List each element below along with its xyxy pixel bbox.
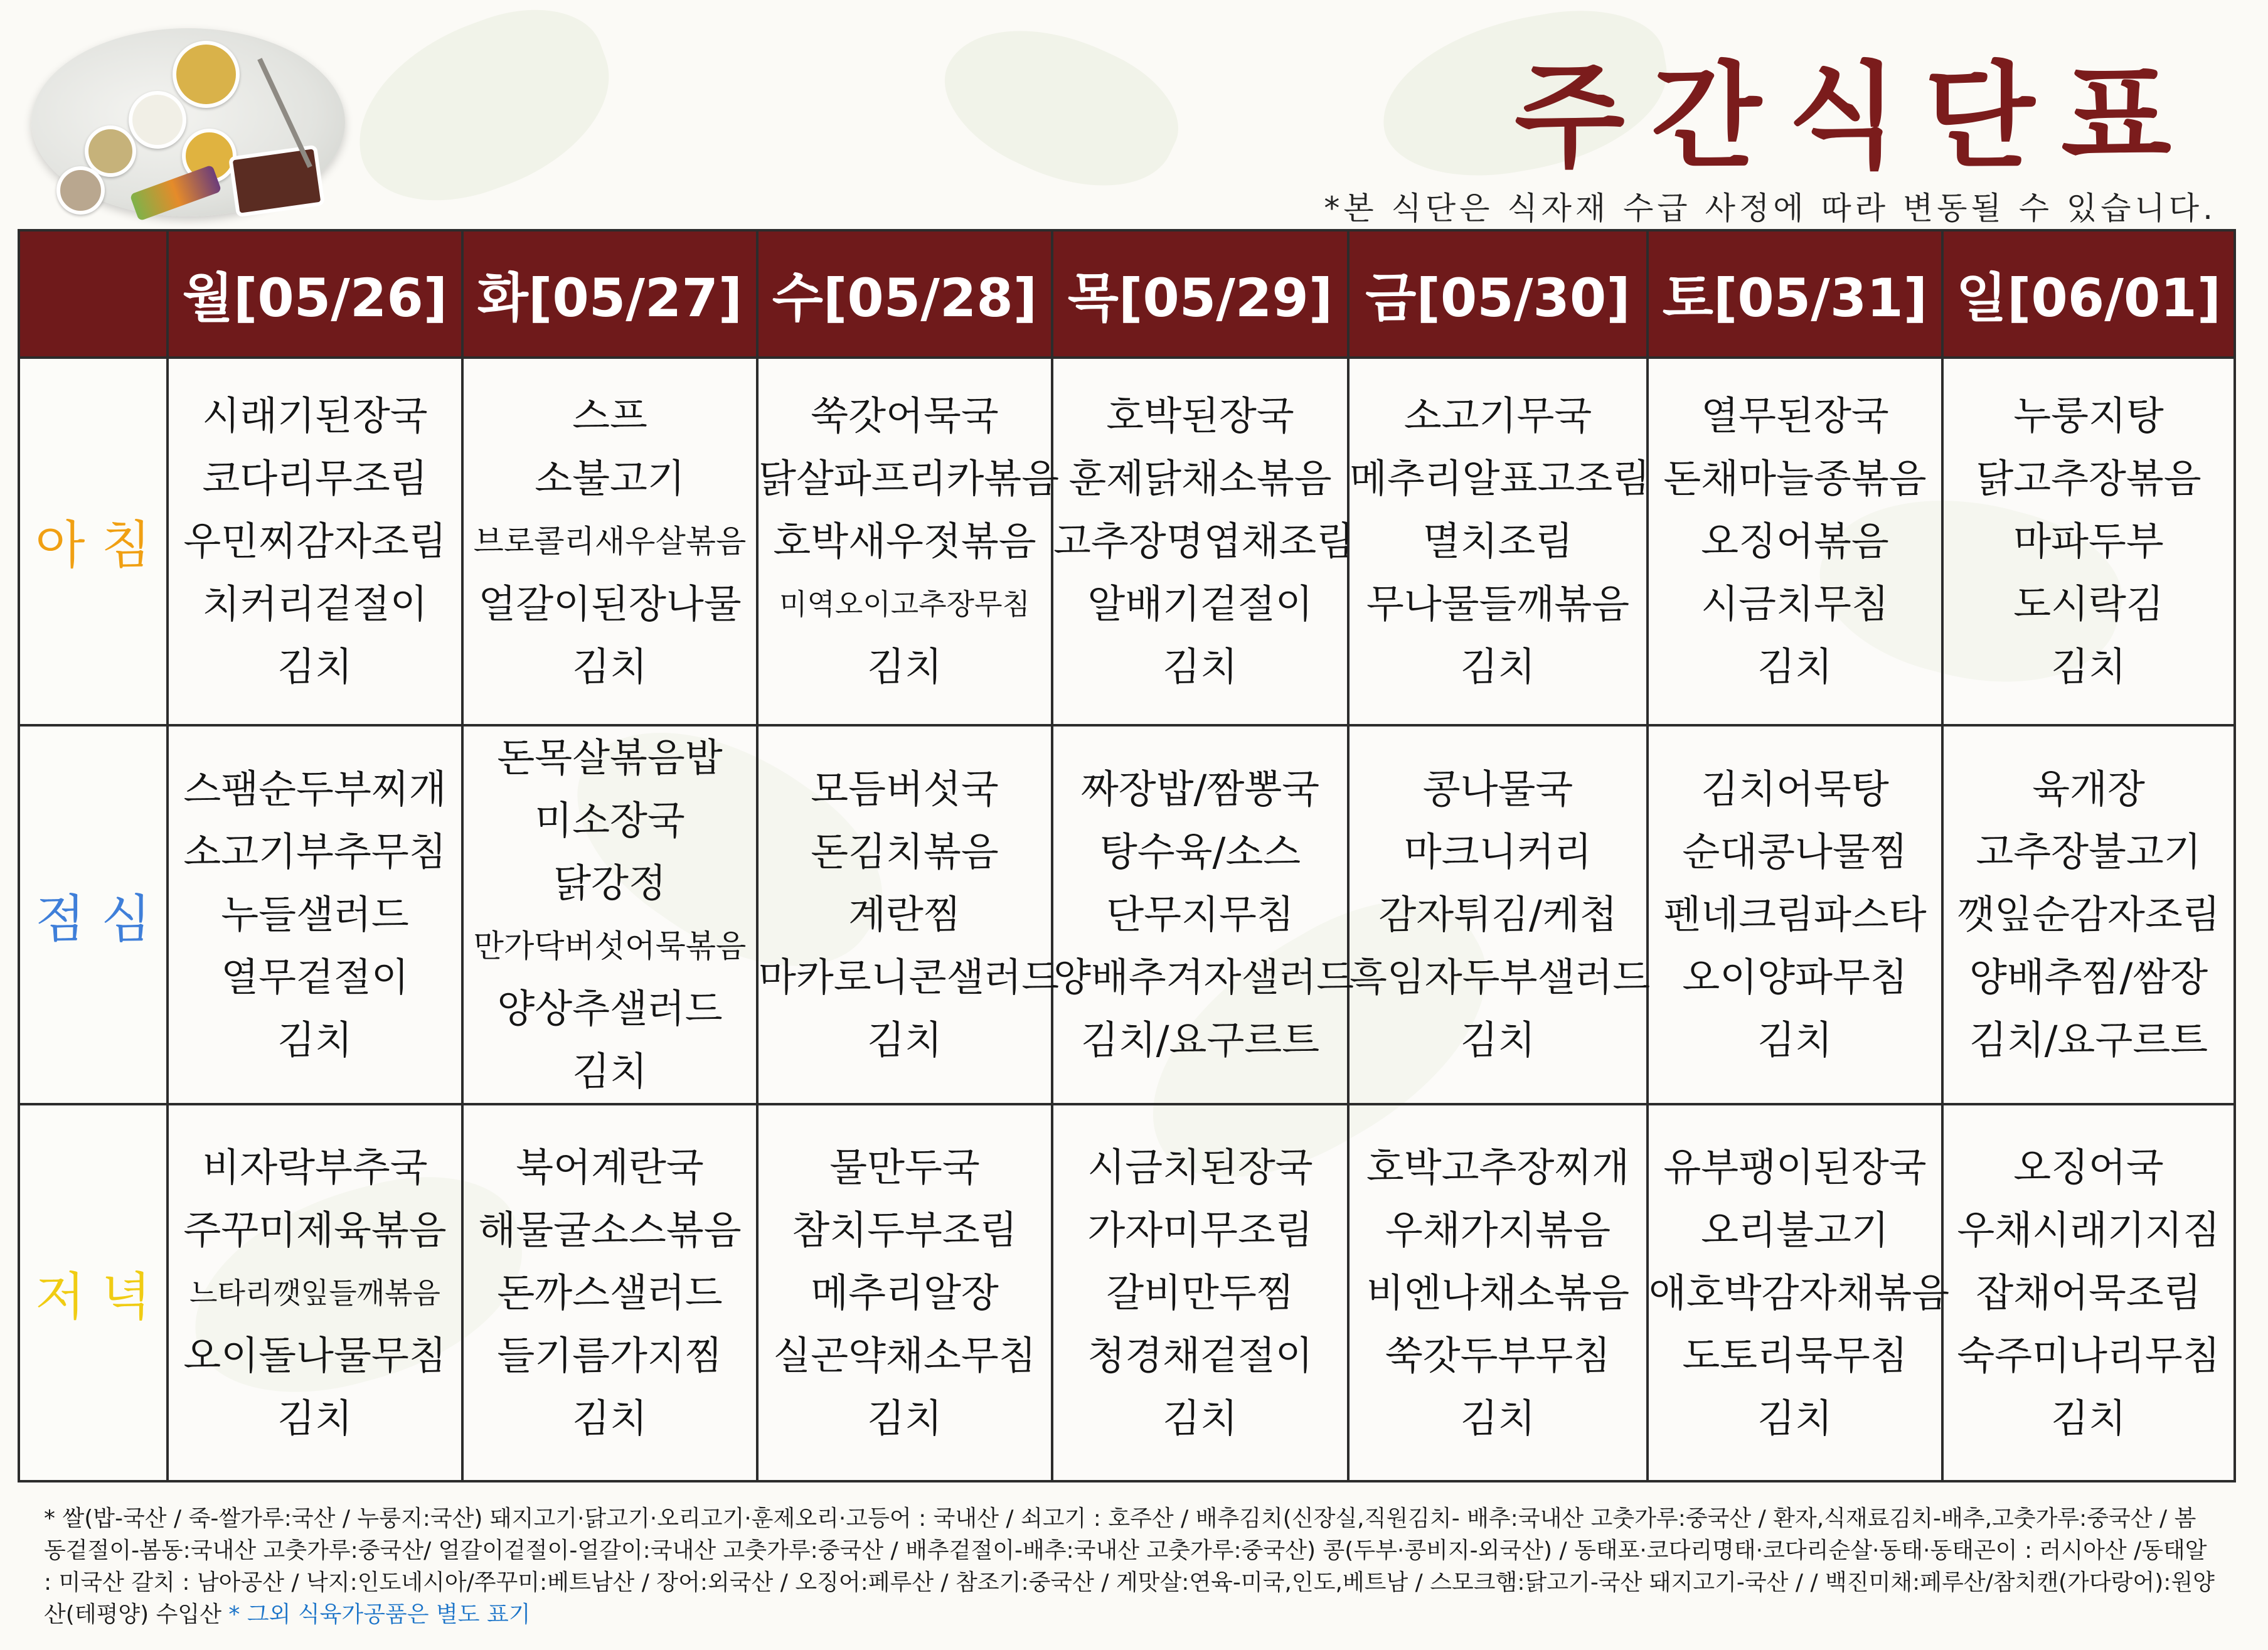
day-header: 토[05/31]: [1648, 230, 1942, 358]
day-header-row: [19, 230, 2235, 358]
menu-item: 스팸순두부찌개: [183, 766, 447, 812]
menu-item: 숙주미나리무침: [1957, 1332, 2220, 1378]
menu-item: 메추리알표고조림: [1350, 455, 1651, 501]
menu-item: 가자미무조림: [1087, 1206, 1313, 1253]
menu-item: 오이양파무침: [1682, 954, 1908, 1001]
menu-item: 돈목살볶음밥: [497, 735, 723, 781]
origin-text: * 쌀(밥-국산 / 죽-쌀가루:국산 / 누룽지:국산) 돼지고기·닭고기·오리고기·훈제오리·고등어 : 국내산 / 쇠고기 : 호주산 / 배추김치(신장실,직원김치- 배추:국내산 고춧가루:중국산 / 환자,식재료김치-배추,고춧가루:중국산 / 봄동겉절이-봄동:국내산 고춧가루:중국산/ 얼갈이겉절이-얼갈이:국내산 고춧가루:중국산 / 배추겉절이-배추:국내산 고춧가루:중국산) 콩(두부·콩비지-외국산) / 동태포·코다리명태·코다리순살·동태·동태곤이 : 러시아산 /동태알 : 미국산 갈치 : 남아공산 / 낙지:인도네시아/쭈꾸미:베트남산 / 장어:외국산 / 오징어:페루산 / 참조기:중국산 / 게맛살:연육-미국,인도,베트남 / 스모크햄:닭고기-국산 돼지고기-국산 / / 백진미채:페루산/참치캔(가다랑어):원양산(테평양) 수입산: [44, 1506, 2215, 1627]
rice-bowl: [129, 91, 186, 149]
menu-item: 호박고추장찌개: [1366, 1144, 1630, 1190]
menu-item: 김치: [572, 1395, 647, 1441]
meal-label-breakfast: 아 침: [19, 358, 168, 725]
menu-item: 김치: [572, 643, 647, 689]
menu-item: 순대콩나물찜: [1682, 829, 1908, 875]
menu-item: 스프: [572, 392, 647, 439]
menu-item: 양상추샐러드: [497, 986, 723, 1032]
menu-item: 오징어국: [2013, 1144, 2164, 1190]
menu-item: 소고기부추무침: [183, 829, 447, 875]
menu-item: 시금치무침: [1701, 580, 1889, 627]
day-header: 화[05/27]: [462, 230, 757, 358]
menu-item: 돈김치볶음: [811, 829, 999, 875]
menu-item: 얼갈이된장나물: [478, 580, 742, 627]
menu-item: 마카로니콘샐러드: [759, 954, 1060, 1001]
page-subtitle: *본 식단은 식자재 수급 사정에 따라 변동될 수 있습니다.: [1324, 190, 2217, 226]
menu-item: 오리불고기: [1701, 1206, 1889, 1253]
table-corner: [19, 230, 168, 358]
menu-item: 북어계란국: [516, 1144, 704, 1190]
menu-item: 호박된장국: [1106, 392, 1294, 439]
menu-item: 깻잎순감자조림: [1957, 892, 2220, 938]
menu-item: 코다리무조림: [202, 455, 428, 501]
day-header: 일[06/01]: [1942, 230, 2235, 358]
menu-item: 김치: [1163, 643, 1238, 689]
menu-cell: [168, 1104, 462, 1481]
menu-item: 김치: [277, 1017, 353, 1063]
menu-item: 시래기된장국: [202, 392, 428, 439]
menu-item: 짜장밥/짬뽕국: [1080, 766, 1320, 812]
side-dish: [56, 166, 105, 215]
menu-item: 알배기겉절이: [1087, 580, 1313, 627]
menu-item: 김치: [277, 1395, 353, 1441]
menu-item: 콩나물국: [1422, 766, 1573, 812]
menu-item: 감자튀김/케첩: [1378, 892, 1617, 938]
food-photo: [19, 16, 358, 223]
menu-cell: [1348, 358, 1651, 725]
menu-item: 돈채마늘종볶음: [1663, 455, 1927, 501]
menu-item: 열무겉절이: [221, 954, 409, 1001]
menu-item: 김치어묵탕: [1701, 766, 1889, 812]
menu-item: 우민찌감자조림: [183, 518, 447, 564]
menu-item: 김치: [1163, 1395, 1238, 1441]
menu-item: 마파두부: [2013, 518, 2164, 564]
menu-item: 훈제닭채소볶음: [1068, 455, 1332, 501]
menu-cell: [757, 725, 1060, 1105]
menu-item: 김치: [1460, 1395, 1536, 1441]
menu-item: 실곤약채소무침: [773, 1332, 1036, 1378]
menu-item: 해물굴소스볶음: [478, 1206, 742, 1253]
menu-cell: [1052, 358, 1355, 725]
day-header: 목[05/29]: [1052, 230, 1348, 358]
menu-item: 김치: [572, 1048, 647, 1095]
menu-item: 주꾸미제육볶음: [183, 1206, 447, 1253]
menu-item: 김치/요구르트: [1969, 1017, 2208, 1063]
menu-item: 열무된장국: [1701, 392, 1889, 439]
menu-item: 돈까스샐러드: [497, 1269, 723, 1316]
menu-item: 김치: [1757, 643, 1833, 689]
menu-cell: [1648, 725, 1942, 1105]
menu-item: 단무지무침: [1106, 892, 1294, 938]
menu-item: 참치두부조림: [792, 1206, 1018, 1253]
menu-item: 계란찜: [848, 892, 961, 938]
dinner-row: [19, 1104, 2235, 1481]
menu-item: 육개장: [2032, 766, 2145, 812]
menu-item: 양배추찜/쌈장: [1969, 954, 2208, 1001]
menu-cell: [1052, 1104, 1348, 1481]
menu-item: 김치: [2051, 643, 2126, 689]
menu-item: 느타리깻잎들깨볶음: [189, 1275, 440, 1310]
menu-item: 도시락김: [2013, 580, 2164, 627]
menu-cell: [1648, 1104, 1950, 1481]
menu-item: 쑥갓두부무침: [1385, 1332, 1611, 1378]
menu-item: 미역오이고추장무침: [779, 587, 1030, 621]
menu-item: 마크니커리: [1403, 829, 1592, 875]
menu-item: 청경채겉절이: [1087, 1332, 1313, 1378]
menu-cell: [1942, 358, 2235, 725]
soup-bowl: [173, 41, 240, 108]
menu-item: 닭강정: [553, 860, 666, 907]
processed-meat-note: * 그외 식육가공품은 별도 표기: [228, 1602, 531, 1627]
menu-item: 물만두국: [829, 1144, 980, 1190]
meat-platter: [228, 145, 325, 218]
menu-item: 누룽지탕: [2013, 392, 2164, 439]
menu-item: 펜네크림파스타: [1663, 892, 1927, 938]
menu-cell: [462, 1104, 757, 1481]
menu-cell: [168, 725, 462, 1105]
menu-item: 메추리알장: [811, 1269, 999, 1316]
menu-item: 누들샐러드: [221, 892, 409, 938]
menu-item: 우채시래기지짐: [1957, 1206, 2220, 1253]
origin-footnote: [44, 1503, 2215, 1631]
menu-item: 오징어볶음: [1701, 518, 1889, 564]
menu-item: 김치: [1460, 1017, 1536, 1063]
menu-item: 애호박감자채볶음: [1649, 1269, 1950, 1316]
menu-item: 고추장불고기: [1976, 829, 2201, 875]
menu-item: 닭고추장볶음: [1976, 455, 2201, 501]
menu-item: 브로콜리새우살볶음: [473, 523, 747, 560]
lunch-row: [19, 725, 2235, 1105]
background-leaf: [331, 0, 635, 228]
menu-item: 시금치된장국: [1087, 1144, 1313, 1190]
menu-cell: [1348, 1104, 1648, 1481]
weekly-menu-table: [18, 229, 2236, 1482]
menu-cell: [168, 358, 462, 725]
menu-item: 소불고기: [535, 455, 685, 501]
day-header: 금[05/30]: [1348, 230, 1648, 358]
menu-cell: [1348, 725, 1651, 1105]
menu-item: 갈비만두찜: [1106, 1269, 1294, 1316]
menu-item: 모듬버섯국: [811, 766, 999, 812]
menu-cell: [1648, 358, 1942, 725]
menu-item: 닭살파프리카볶음: [759, 455, 1060, 501]
menu-cell: [462, 358, 757, 725]
menu-item: 멸치조림: [1422, 518, 1573, 564]
background-leaf: [923, 0, 1197, 220]
meal-label-lunch: 점 심: [19, 725, 168, 1105]
menu-item: 김치: [1757, 1017, 1833, 1063]
menu-item: 비자락부추국: [202, 1144, 428, 1190]
menu-cell: [1942, 1104, 2235, 1481]
menu-item: 도토리묵무침: [1682, 1332, 1908, 1378]
menu-cell: [757, 358, 1060, 725]
menu-item: 소고기무국: [1403, 392, 1592, 439]
menu-cell: [1052, 725, 1355, 1105]
day-header: 수[05/28]: [757, 230, 1052, 358]
menu-item: 미소장국: [535, 797, 685, 844]
menu-cell: [462, 725, 757, 1105]
meal-label-dinner: 저 녁: [19, 1104, 168, 1481]
menu-item: 비엔나채소볶음: [1366, 1269, 1630, 1316]
menu-item: 호박새우젓볶음: [773, 518, 1036, 564]
page-title: 주간식단표: [1514, 50, 2198, 183]
menu-item: 고추장명엽채조림: [1053, 518, 1355, 564]
menu-item: 쑥갓어묵국: [811, 392, 999, 439]
menu-item: 들기름가지찜: [497, 1332, 723, 1378]
menu-item: 양배추겨자샐러드: [1053, 954, 1355, 1001]
menu-item: 김치: [1757, 1395, 1833, 1441]
menu-item: 김치: [867, 1395, 942, 1441]
menu-item: 잡채어묵조림: [1976, 1269, 2201, 1316]
menu-item: 치커리겉절이: [202, 580, 428, 627]
menu-item: 만가닥버섯어묵볶음: [473, 928, 747, 965]
menu-item: 탕수육/소스: [1099, 829, 1301, 875]
menu-item: 김치: [277, 643, 353, 689]
menu-item: 무나물들깨볶음: [1366, 580, 1630, 627]
menu-cell: [757, 1104, 1052, 1481]
breakfast-row: [19, 358, 2235, 725]
menu-item: 흑임자두부샐러드: [1350, 954, 1651, 1001]
menu-item: 김치: [1460, 643, 1536, 689]
menu-item: 유부팽이된장국: [1663, 1144, 1927, 1190]
menu-item: 김치: [867, 1017, 942, 1063]
menu-item: 우채가지볶음: [1385, 1206, 1611, 1253]
menu-cell: [1942, 725, 2235, 1105]
menu-item: 김치: [2051, 1395, 2126, 1441]
menu-item: 오이돌나물무침: [183, 1332, 447, 1378]
day-header: 월[05/26]: [168, 230, 462, 358]
menu-item: 김치/요구르트: [1080, 1017, 1320, 1063]
menu-item: 김치: [867, 643, 942, 689]
